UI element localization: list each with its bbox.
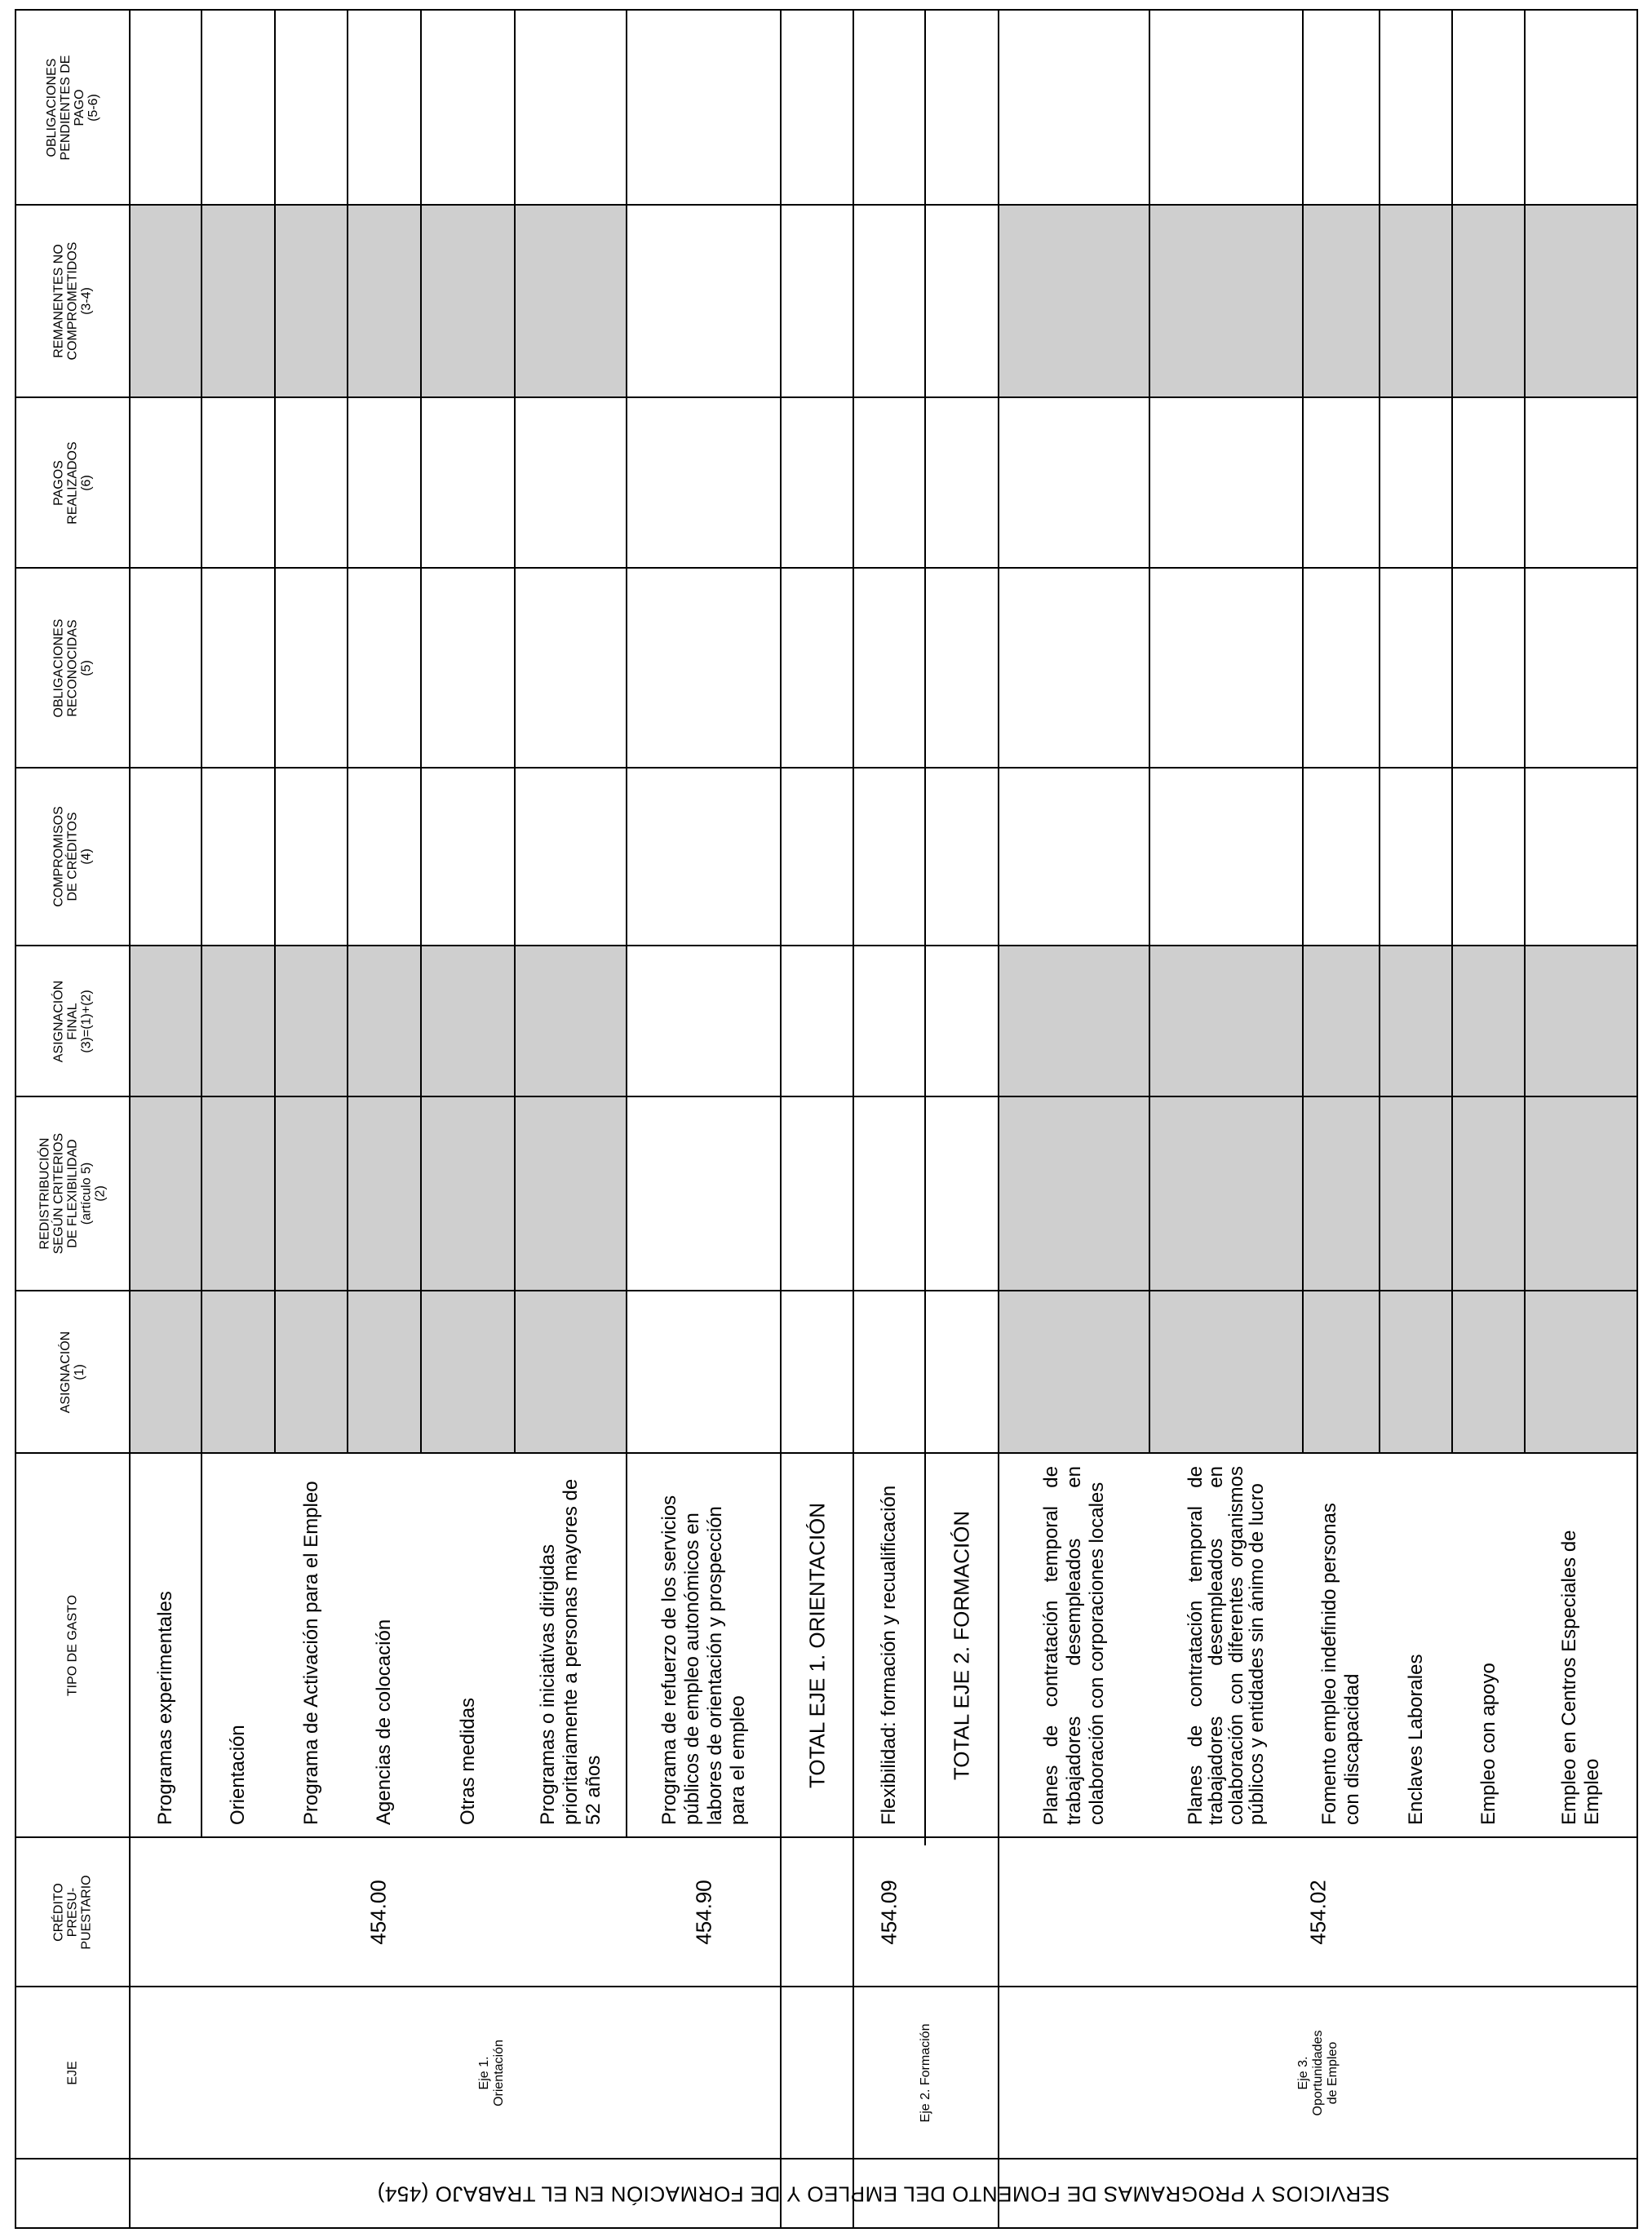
header-asignacion-final: ASIGNACIÓN FINAL (3)=(1)+(2) (51, 980, 94, 1062)
shaded-cells-eje3-left (999, 945, 1638, 1452)
row-centros-especiales: Empleo en Centros Especiales de Empleo (1558, 1529, 1603, 1825)
row-orientacion: Orientación (227, 1724, 249, 1825)
shaded-cells-eje3-remanentes (999, 204, 1638, 396)
row-empleo-apoyo: Empleo con apoyo (1477, 1662, 1499, 1825)
row-refuerzo-servicios: Programa de refuerzo de los servicios públicos de empleo autonómicos en labores de orientación y prospección para el empleo (658, 1495, 749, 1825)
credito-454-00: 454.00 (365, 1879, 391, 1945)
row-programas-experimentales: Programas experimentales (154, 1590, 176, 1825)
header-credito: CRÉDITO PRESU- PUESTARIO (51, 1874, 94, 1950)
header-eje: EJE (65, 2060, 80, 2085)
table-title (377, 2181, 1390, 2206)
shaded-cells-eje1-remanentes (131, 204, 627, 396)
row-mayores-52: Programas o iniciativas dirigidas prioritariamente a personas mayores de 52 años (536, 1478, 605, 1825)
credito-454-02: 454.02 (1305, 1879, 1330, 1945)
row-total-eje-1: TOTAL EJE 1. ORIENTACIÓN (804, 1502, 829, 1788)
row-programa-activacion: Programa de Activación para el Empleo (299, 1480, 322, 1825)
row-enclaves-laborales: Enclaves Laborales (1404, 1654, 1427, 1825)
row-total-eje-2: TOTAL EJE 2. FORMACIÓN (949, 1510, 974, 1780)
row-fomento-discapacidad: Fomento empleo indefinido personas con discapacidad (1318, 1502, 1363, 1825)
row-otras-medidas: Otras medidas (456, 1697, 479, 1825)
credito-454-90: 454.90 (691, 1879, 715, 1945)
row-agencias-colocacion: Agencias de colocación (373, 1619, 395, 1825)
header-pagos: PAGOS REALIZADOS (6) (51, 441, 94, 525)
credito-454-09: 454.09 (876, 1879, 901, 1945)
eje-1-label: Eje 1. Orientación (477, 2039, 506, 2106)
table-title-text: SERVICIOS Y PROGRAMAS DE FOMENTO DEL EMPLEO Y DE FORMACIÓN EN EL TRABAJO (454) (377, 2182, 1390, 2206)
header-remanentes: REMANENTES NO COMPROMETIDOS (3-4) (51, 241, 94, 361)
header-tipo-gasto: TIPO DE GASTO (65, 1594, 80, 1696)
header-redistribucion: REDISTRIBUCIÓN SEGÚN CRITERIOS DE FLEXIBILIDAD (artículo 5) (2) (38, 1132, 108, 1255)
eje-3-label: Eje 3. Oportunidades de Empleo (1295, 2030, 1340, 2115)
row-planes-organismos: Planes de contratación temporal de trabajadores desempleados en colaboración con diferentes organismos públicos y entidades sin ánimo de lucro (1185, 1465, 1268, 1825)
row-planes-corporaciones: Planes de contratación temporal de trabajadores desempleados en colaboración con corporaciones locales (1039, 1465, 1108, 1825)
eje-2-label: Eje 2. Formación (919, 2023, 932, 2122)
header-compromisos: COMPROMISOS DE CRÉDITOS (4) (51, 806, 94, 907)
header-obligaciones-reconocidas: OBLIGACIONES RECONOCIDAS (5) (51, 618, 94, 717)
header-asignacion: ASIGNACIÓN (1) (59, 1331, 86, 1413)
shaded-cells-eje1-left (131, 945, 627, 1452)
row-flexibilidad: Flexibilidad: formación y recualificación (878, 1485, 900, 1825)
header-obligaciones-pendientes: OBLIGACIONES PENDIENTES DE PAGO (5-6) (45, 55, 100, 160)
